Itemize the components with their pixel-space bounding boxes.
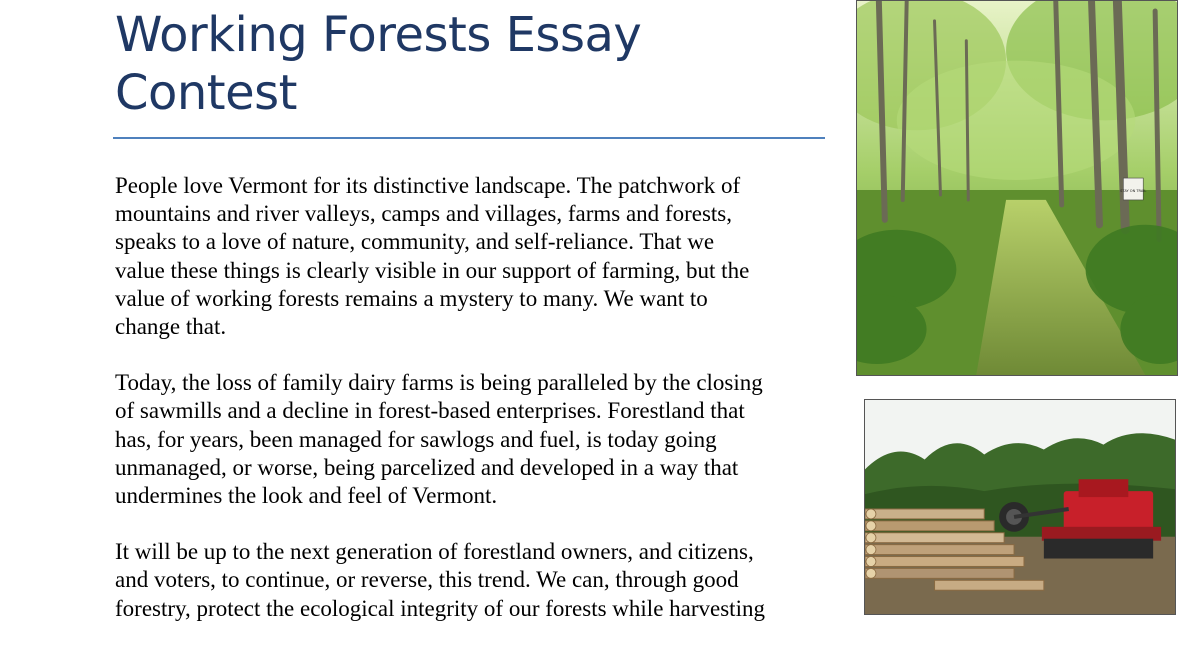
- title-line-1: Working Forests Essay: [115, 7, 642, 63]
- document-title: [115, 6, 825, 122]
- forest-trail-image: [857, 1, 1177, 375]
- title-underline-rule: [113, 137, 825, 139]
- log-landing-photo: [864, 399, 1176, 615]
- log-landing-image: [865, 400, 1175, 614]
- paragraph-1: People love Vermont for its distinctive landscape. The patchwork of mountains and river valleys, camps and villages, farms and forests, speaks to a love of nature, community, and self-reliance. That we value these things is clearly visible in our support of farming, but the value of working forests remains a mystery to many. We want to change that.: [115, 173, 750, 340]
- trail-sign-text: STAY ON TRAIL: [1120, 188, 1147, 193]
- paragraph-2: Today, the loss of family dairy farms is being paralleled by the closing of sawmills and a decline in forest-based enterprises. Forestland that has, for years, been managed for sawlogs and fuel, is today going unmanaged, or worse, being parcelized and developed in a way that undermines the look and feel of Vermont.: [115, 370, 763, 509]
- forest-trail-photo: [856, 0, 1178, 376]
- paragraph-3: It will be up to the next generation of forestland owners, and citizens, and voters, to continue, or reverse, this trend. We can, through good forestry, protect the ecological integrity of our forests while harvesting: [115, 539, 765, 621]
- document-body: [115, 172, 835, 651]
- title-line-2: Contest: [115, 65, 297, 121]
